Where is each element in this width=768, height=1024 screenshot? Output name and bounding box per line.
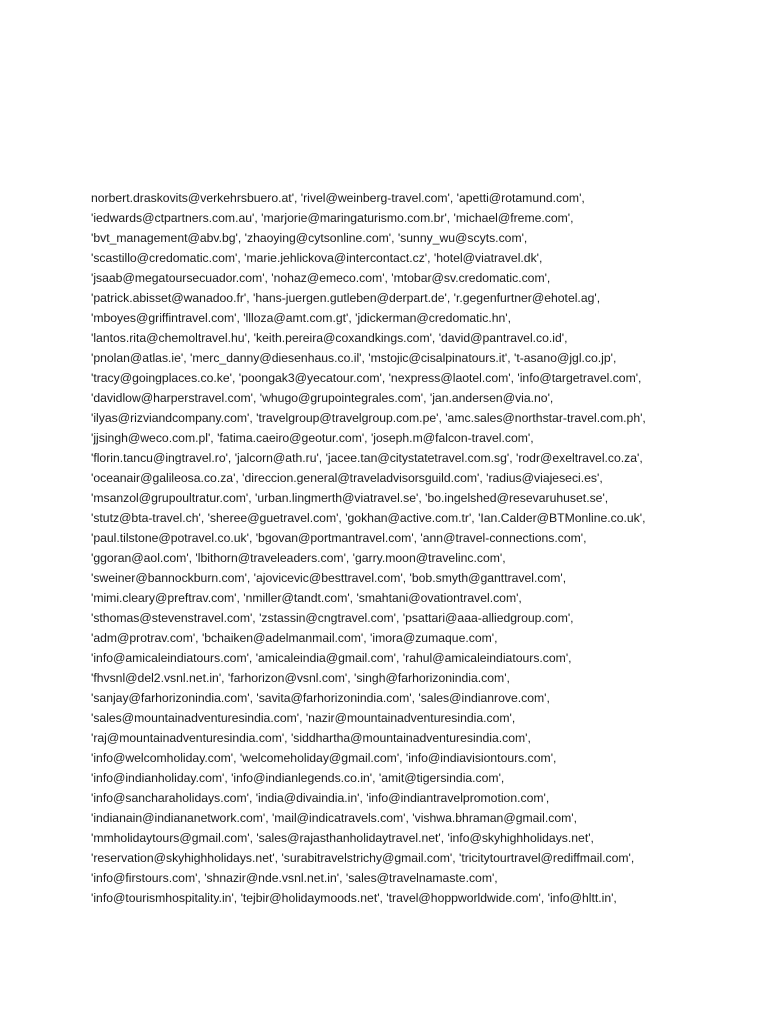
text-line: 'fhvsnl@del2.vsnl.net.in', 'farhorizon@vsnl.com', 'singh@farhorizonindia.com', [91, 671, 510, 685]
text-line: 'info@tourismhospitality.in', 'tejbir@holidaymoods.net', 'travel@hoppworldwide.com', 'info@hltt.in', [91, 891, 617, 905]
text-line: 'sanjay@farhorizonindia.com', 'savita@farhorizonindia.com', 'sales@indianrove.com', [91, 691, 550, 705]
text-line: 'reservation@skyhighholidays.net', 'surabitravelstrichy@gmail.com', 'tricitytourtravel@rediffmail.com', [91, 851, 635, 865]
text-line: 'ilyas@rizviandcompany.com', 'travelgroup@travelgroup.com.pe', 'amc.sales@northstar-travel.com.ph', [91, 411, 646, 425]
text-line: 'ggoran@aol.com', 'lbithorn@traveleaders.com', 'garry.moon@travelinc.com', [91, 551, 506, 565]
text-line: 'jjsingh@weco.com.pl', 'fatima.caeiro@geotur.com', 'joseph.m@falcon-travel.com', [91, 431, 534, 445]
email-list-text [91, 188, 751, 908]
text-line: 'info@indianholiday.com', 'info@indianlegends.co.in', 'amit@tigersindia.com', [91, 771, 505, 785]
text-line: 'lantos.rita@chemoltravel.hu', 'keith.pereira@coxandkings.com', 'david@pantravel.co.id', [91, 331, 568, 345]
text-line: 'jsaab@megatoursecuador.com', 'nohaz@emeco.com', 'mtobar@sv.credomatic.com', [91, 271, 551, 285]
text-line: 'tracy@goingplaces.co.ke', 'poongak3@yecatour.com', 'nexpress@laotel.com', 'info@targetravel.com', [91, 371, 642, 385]
text-line: 'info@welcomholiday.com', 'welcomeholiday@gmail.com', 'info@indiavisiontours.com', [91, 751, 557, 765]
text-line: 'oceanair@galileosa.co.za', 'direccion.general@traveladvisorsguild.com', 'radius@viajeseci.es', [91, 471, 603, 485]
text-line: 'msanzol@grupoultratur.com', 'urban.lingmerth@viatravel.se', 'bo.ingelshed@resevaruhuset.se', [91, 491, 609, 505]
text-line: 'info@amicaleindiatours.com', 'amicaleindia@gmail.com', 'rahul@amicaleindiatours.com', [91, 651, 572, 665]
text-line: 'mmholidaytours@gmail.com', 'sales@rajasthanholidaytravel.net', 'info@skyhighholidays.net', [91, 831, 594, 845]
text-line: 'sales@mountainadventuresindia.com', 'nazir@mountainadventuresindia.com', [91, 711, 516, 725]
text-line: 'davidlow@harperstravel.com', 'whugo@grupointegrales.com', 'jan.andersen@via.no', [91, 391, 554, 405]
text-line: 'raj@mountainadventuresindia.com', 'siddhartha@mountainadventuresindia.com', [91, 731, 531, 745]
text-line: 'info@firstours.com', 'shnazir@nde.vsnl.net.in', 'sales@travelnamaste.com', [91, 871, 498, 885]
text-line: 'adm@protrav.com', 'bchaiken@adelmanmail.com', 'imora@zumaque.com', [91, 631, 498, 645]
text-line: 'scastillo@credomatic.com', 'marie.jehlickova@intercontact.cz', 'hotel@viatravel.dk', [91, 251, 543, 265]
text-line: 'indianain@indiananetwork.com', 'mail@indicatravels.com', 'vishwa.bhraman@gmail.com', [91, 811, 577, 825]
text-line: norbert.draskovits@verkehrsbuero.at', 'rivel@weinberg-travel.com', 'apetti@rotamund.com', [91, 191, 585, 205]
text-line: 'iedwards@ctpartners.com.au', 'marjorie@maringaturismo.com.br', 'michael@freme.com', [91, 211, 574, 225]
text-line: 'sweiner@bannockburn.com', 'ajovicevic@besttravel.com', 'bob.smyth@ganttravel.com', [91, 571, 567, 585]
text-line: 'sthomas@stevenstravel.com', 'zstassin@cngtravel.com', 'psattari@aaa-alliedgroup.com', [91, 611, 574, 625]
text-line: 'mboyes@griffintravel.com', 'llloza@amt.com.gt', 'jdickerman@credomatic.hn', [91, 311, 511, 325]
text-line: 'pnolan@atlas.ie', 'merc_danny@diesenhaus.co.il', 'mstojic@cisalpinatours.it', 't-asano@jgl.co.jp', [91, 351, 617, 365]
text-line: 'patrick.abisset@wanadoo.fr', 'hans-juergen.gutleben@derpart.de', 'r.gegenfurtner@ehotel.ag', [91, 291, 601, 305]
text-line: 'bvt_management@abv.bg', 'zhaoying@cytsonline.com', 'sunny_wu@scyts.com', [91, 231, 528, 245]
text-line: 'mimi.cleary@preftrav.com', 'nmiller@tandt.com', 'smahtani@ovationtravel.com', [91, 591, 522, 605]
text-line: 'stutz@bta-travel.ch', 'sheree@guetravel.com', 'gokhan@active.com.tr', 'Ian.Calder@BTMonline.co.uk', [91, 511, 646, 525]
text-line: 'info@sancharaholidays.com', 'india@divaindia.in', 'info@indiantravelpromotion.com', [91, 791, 550, 805]
text-line: 'florin.tancu@ingtravel.ro', 'jalcorn@ath.ru', 'jacee.tan@citystatetravel.com.sg', 'rodr@exeltravel.co.za', [91, 451, 643, 465]
text-line: 'paul.tilstone@potravel.co.uk', 'bgovan@portmantravel.com', 'ann@travel-connections.com', [91, 531, 587, 545]
